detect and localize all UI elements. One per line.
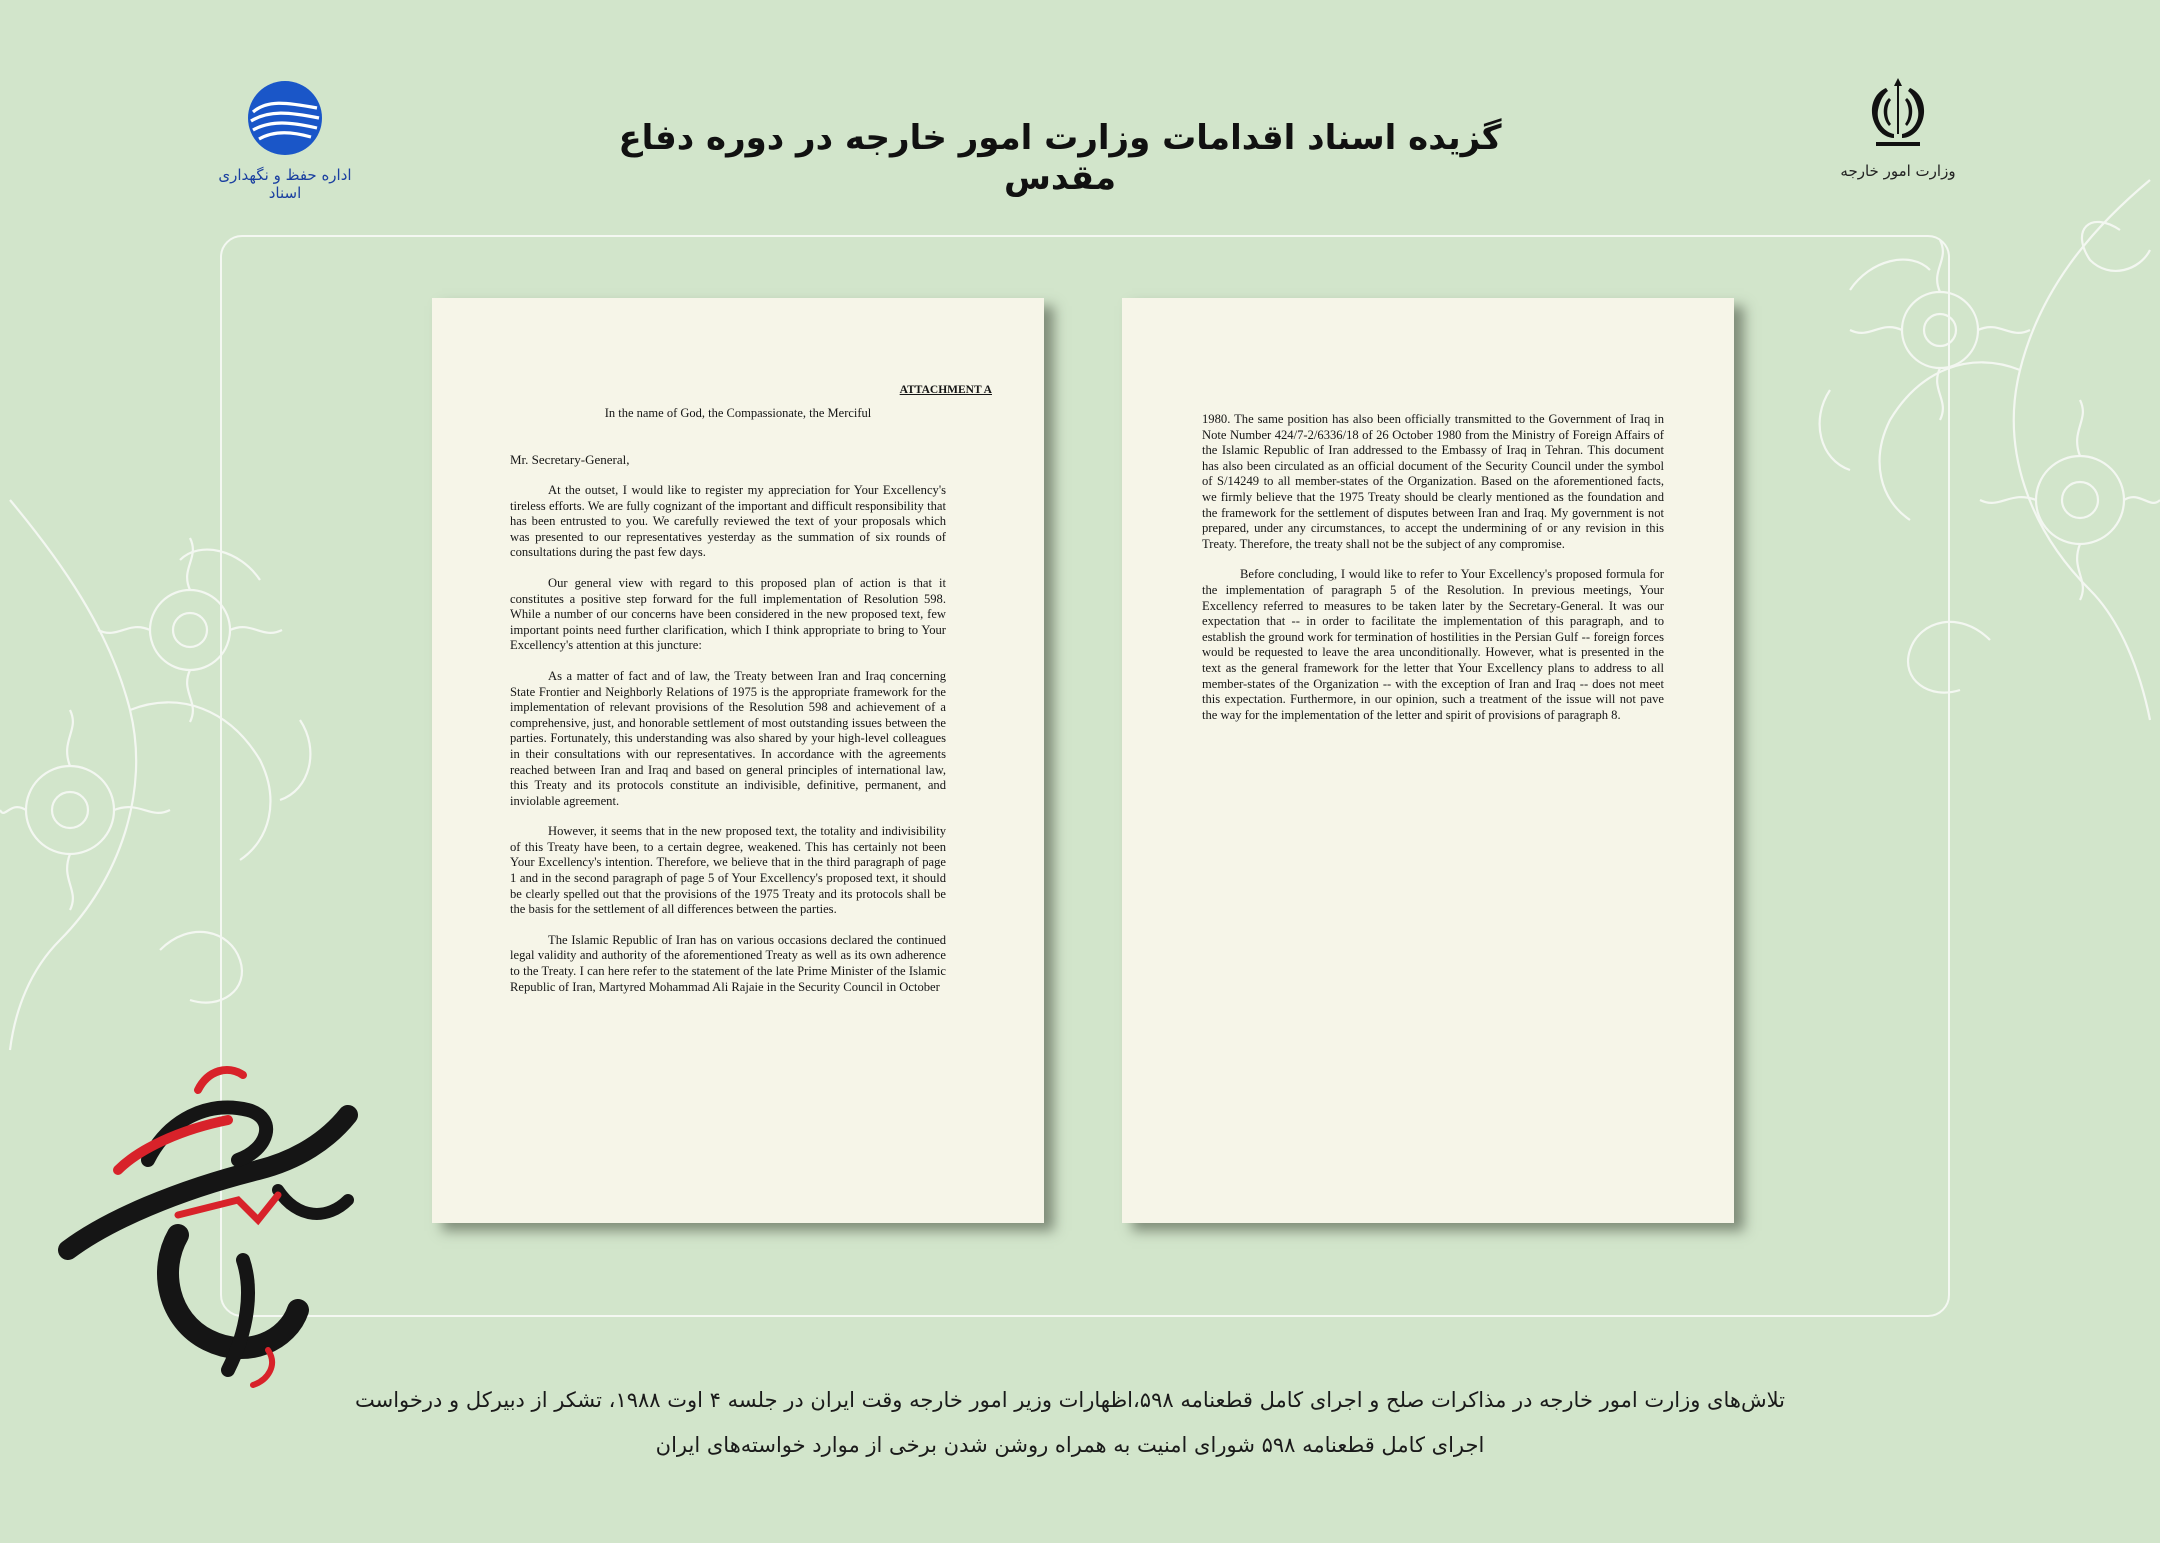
document-paragraph: Before concluding, I would like to refer to Your Excellency's proposed formula for the implementation of paragraph 5 of the Resolution. In previous meetings, Your Excellency referred to measures to be taken later by the Secretary-General. It was our expectation that -- in order to facilitate the implementation of this paragraph, and to establish the ground work for termination of hostilities in the Persian Gulf -- foreign forces would be requested to leave the area unconditionally. However, what is presented in the text as the general framework for the letter that Your Excellency plans to address to all member-states of the Organization -- with the exception of Iran and Iraq -- does not meet this expectation. Furthermore, in our opinion, such a treatment of the issue will not pave the way for the implementation of the letter and spirit of provisions of paragraph 8. (1202, 567, 1664, 722)
document-paragraph: However, it seems that in the new proposed text, the totality and indivisibility of this Treaty have been, to a certain degree, weakened. This has certainly not been Your Excellency's intention. Therefore, we believe that in the third paragraph of page 1 and in the second paragraph of page 5 of Your Excellency's proposed text, it should be clearly spelled out that the provisions of the 1975 Treaty and its protocols shall be the basis for the settlement of all differences between the parties. (510, 824, 946, 917)
ministry-logo-caption: وزارت امور خارجه (1840, 162, 1956, 180)
document-paragraph: Our general view with regard to this proposed plan of action is that it constitutes a positive step forward for the full implementation of Resolution 598. While a number of our concerns have been considered in the new proposed text, few important points need further clarification, which I think appropriate to bring to Your Excellency's attention at this juncture: (510, 575, 946, 653)
attachment-label: ATTACHMENT A (899, 384, 992, 396)
document-paragraph: 1980. The same position has also been officially transmitted to the Government of Iraq in Note Number 424/7-2/6336/18 of 26 October 1980 from the Ministry of Foreign Affairs of the Islamic Republic of Iran addressed to the Embassy of Iraq in Tehran. This document has also been circulated as an official document of the Security Council under the symbol of S/14249 to all member-states of the Organization. Based on the aforementioned facts, we firmly believe that the 1975 Treaty should be clearly mentioned as the foundation and the framework for the settlement of disputes between Iran and Iraq. My government is not prepared, under any circumstances, to accept the undermining of or any revision in this Treaty. Therefore, the treaty shall not be the subject of any compromise. (1202, 412, 1664, 551)
iran-emblem-icon (1858, 72, 1938, 154)
caption-line-2: اجرای کامل قطعنامه ۵۹۸ شورای امنیت به همراه روشن شدن برخی از موارد خواسته‌های ایران (655, 1433, 1485, 1457)
document-page-right (1122, 298, 1734, 1223)
page-title: گزیده اسناد اقدامات وزارت امور خارجه در دوره دفاع مقدس (618, 118, 1502, 198)
document-paragraph: At the outset, I would like to register my appreciation for Your Excellency's tireless efforts. We are fully cognizant of the important and difficult responsibility that has been entrusted to you. We carefully reviewed the text of your proposals which was presented to our representatives yesterday as the summation of six rounds of consultations during the past few days. (510, 483, 946, 560)
document-salutation: Mr. Secretary-General, (510, 452, 630, 467)
archive-logo (205, 78, 365, 202)
document-paragraph: As a matter of fact and of law, the Treaty between Iran and Iraq concerning State Frontier and Neighborly Relations of 1975 is the appropriate framework for the implementation of relevant provisions of the Resolution 598 and achievement of a comprehensive, just, and honorable settlement of most outstanding issues between the parties. Fortunately, this understanding was also shared by your high-level colleagues in their consultations with our representatives. In accordance with the agreements reached between Iran and Iraq and based on general principles of international law, this Treaty and its protocols constitute an indivisible, definitive, permanent, and inviolable agreement. (510, 668, 946, 808)
document-paragraph: The Islamic Republic of Iran has on various occasions declared the continued legal validity and authority of the aforementioned Treaty as well as its own adherence to the Treaty. I can here refer to the statement of the late Prime Minister of the Islamic Republic of Iran, Martyred Mohammad Ali Rajaie in the Security Council in October (510, 932, 946, 994)
document-body-left (510, 483, 946, 1010)
document-body-right (1202, 412, 1664, 738)
caption-line-1: تلاش‌های وزارت امور خارجه در مذاکرات صلح و اجرای کامل قطعنامه ۵۹۸،اظهارات وزیر امور خارجه وقت ایران در جلسه ۴ اوت ۱۹۸۸، تشکر از دبیرکل و درخواست (355, 1388, 1785, 1412)
document-page-left (432, 298, 1044, 1223)
defa-moghaddas-calligraphy (28, 1020, 388, 1400)
document-caption (300, 1378, 1840, 1468)
ministry-emblem (1828, 72, 1968, 180)
archive-logo-caption: اداره حفظ و نگهداری اسناد (218, 166, 352, 202)
document-invocation: In the name of God, the Compassionate, the Merciful (604, 406, 872, 420)
archive-wave-icon (245, 78, 325, 158)
